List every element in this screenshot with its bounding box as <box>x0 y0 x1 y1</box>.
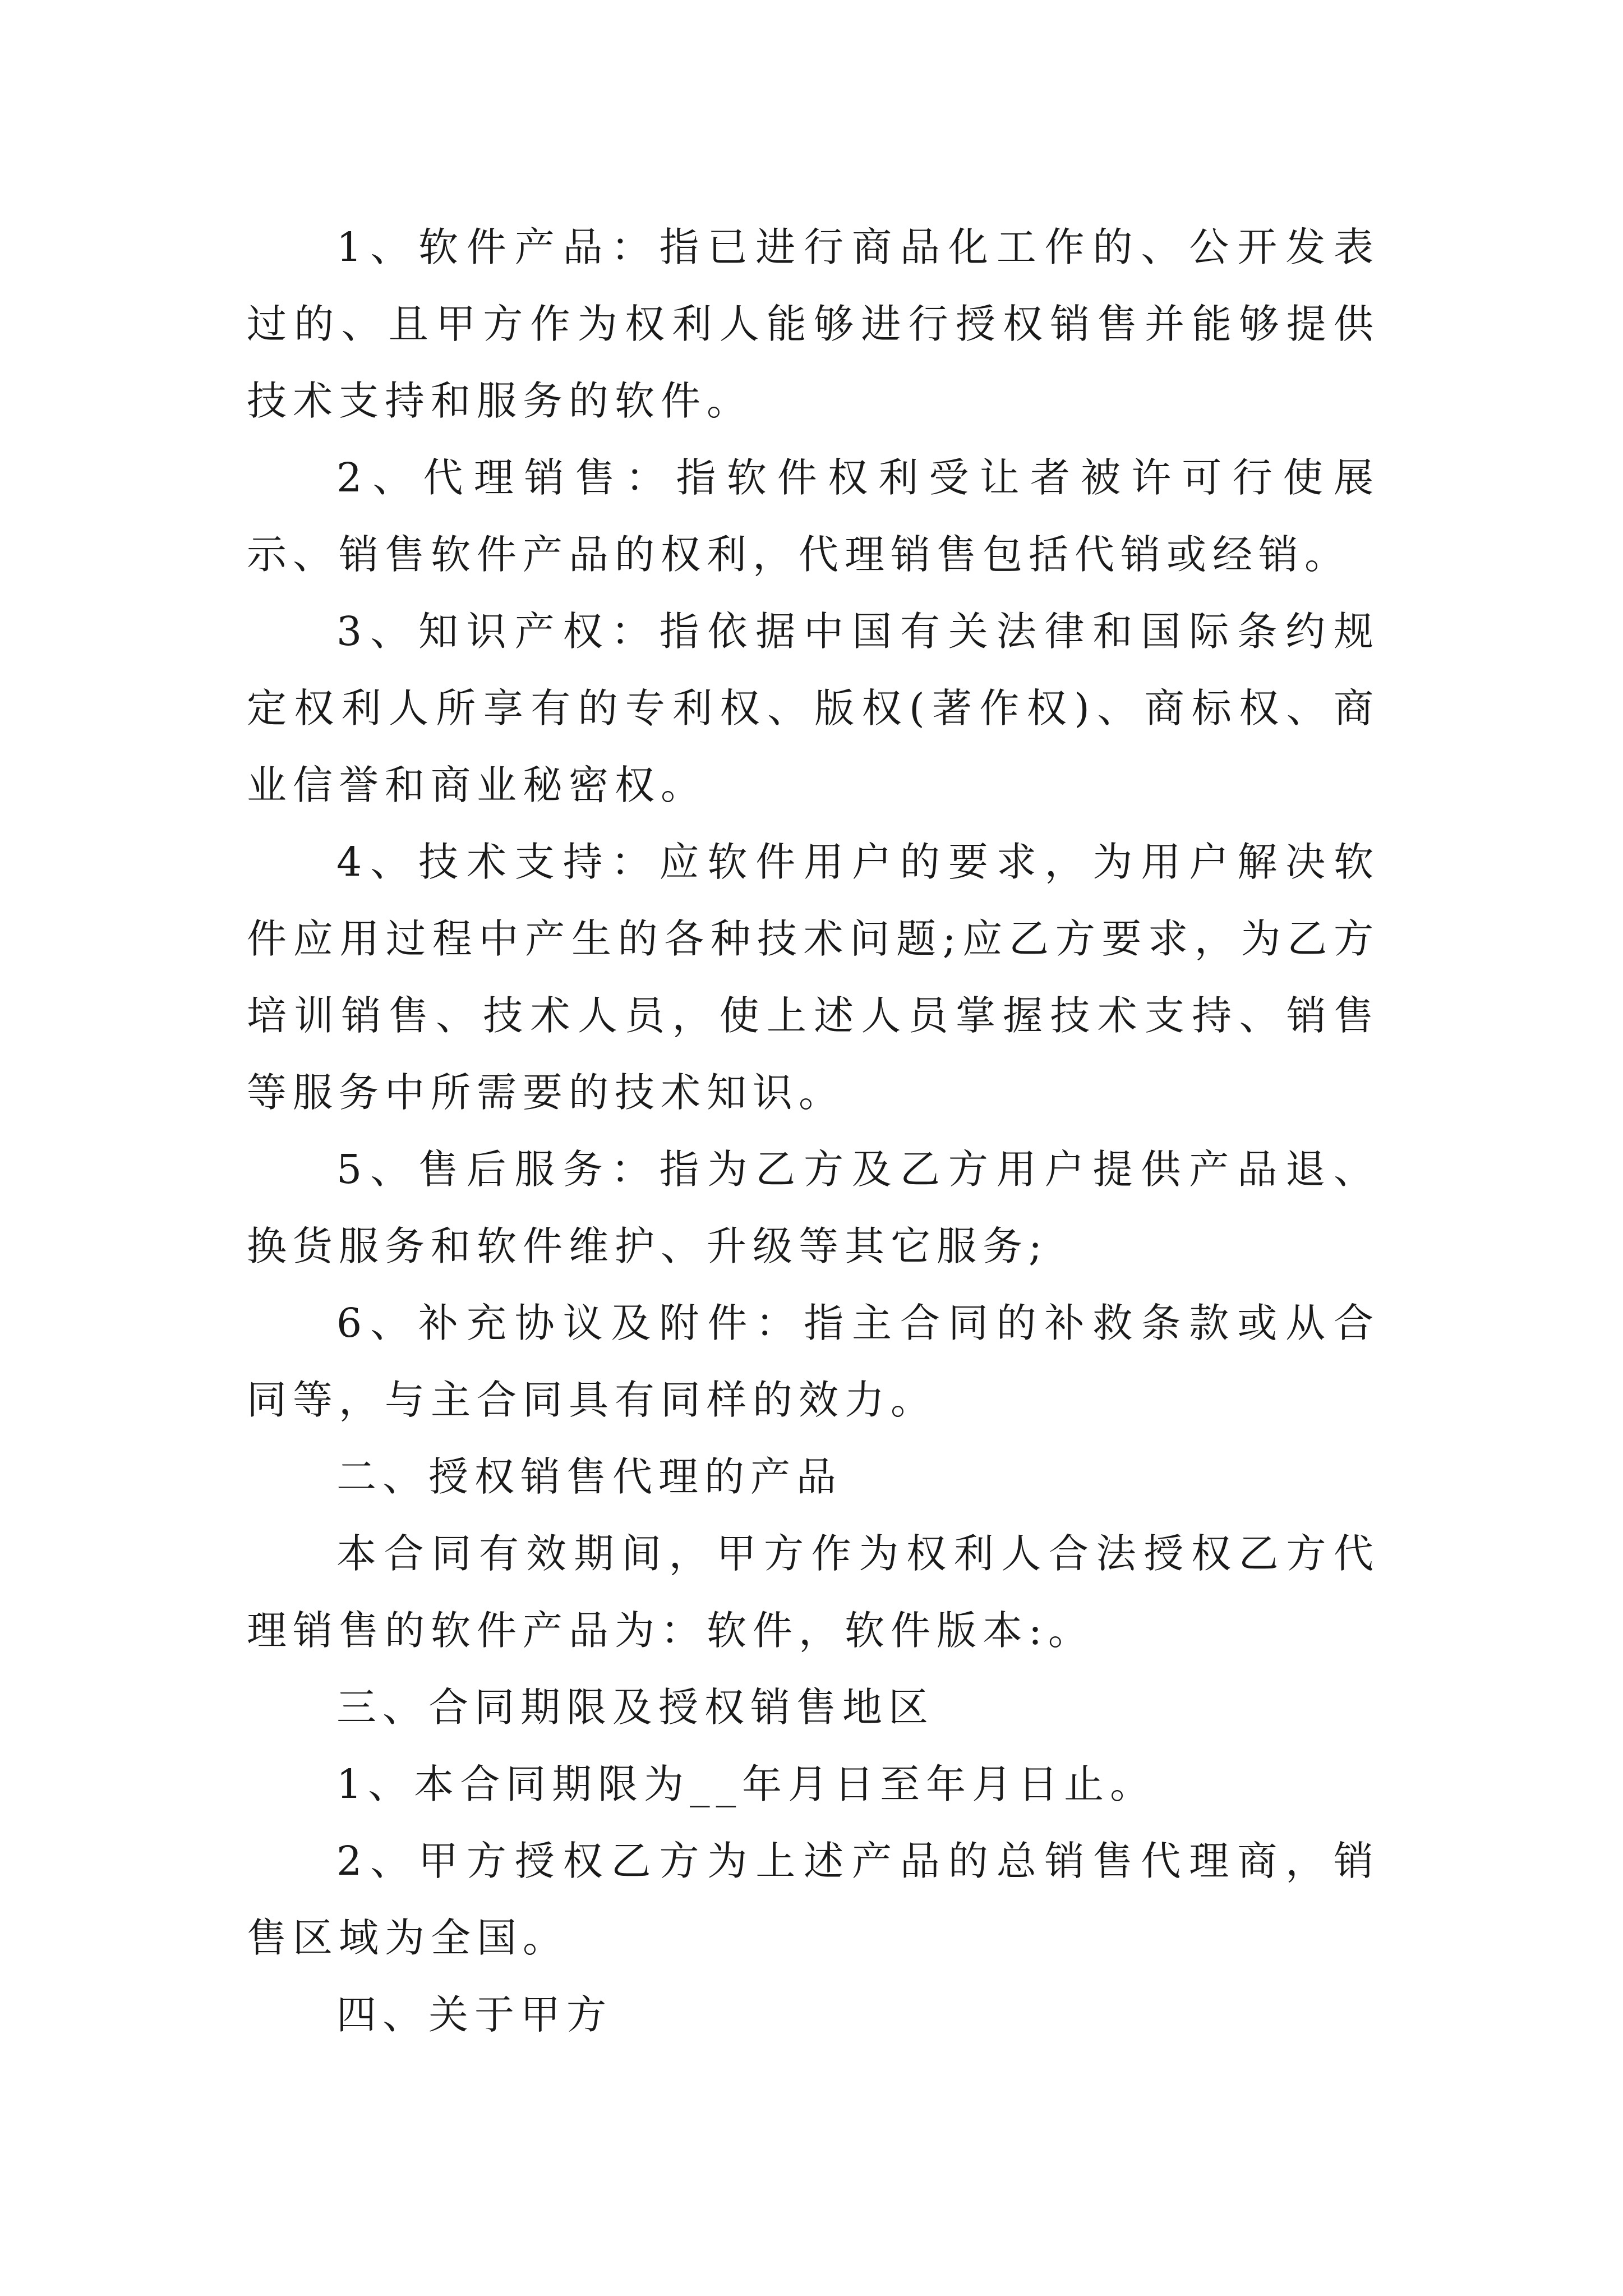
paragraph-definition-after-sales: 5、售后服务：指为乙方及乙方用户提供产品退、换货服务和软件维护、升级等其它服务; <box>247 1146 1380 1269</box>
section-heading-party-a: 四、关于甲方 <box>336 1991 613 2038</box>
paragraph-contract-term: 1、本合同期限为__年月日至年月日止。 <box>336 1761 1156 1807</box>
paragraph-sales-region: 2、甲方授权乙方为上述产品的总销售代理商，销售区域为全国。 <box>247 1838 1380 1961</box>
paragraph-authorized-products: 本合同有效期间，甲方作为权利人合法授权乙方代理销售的软件产品为：软件，软件版本:。 <box>247 1530 1380 1654</box>
paragraph-definition-agency-sales: 2、代理销售：指软件权利受让者被许可行使展示、销售软件产品的权利，代理销售包括代销或经销。 <box>247 454 1380 578</box>
paragraph-definition-supplement: 6、补充协议及附件：指主合同的补救条款或从合同等，与主合同具有同样的效力。 <box>247 1300 1380 1423</box>
paragraph-definition-intellectual-property: 3、知识产权：指依据中国有关法律和国际条约规定权利人所享有的专利权、版权(著作权)、商标权、商业信誉和商业秘密权。 <box>247 608 1380 808</box>
section-heading-products: 二、授权销售代理的产品 <box>336 1453 843 1500</box>
document-body <box>247 209 1380 2053</box>
paragraph-definition-software-product: 1、软件产品：指已进行商品化工作的、公开发表过的、且甲方作为权利人能够进行授权销售并能够提供技术支持和服务的软件。 <box>247 224 1380 424</box>
paragraph-definition-technical-support: 4、技术支持：应软件用户的要求，为用户解决软件应用过程中产生的各种技术问题;应乙方要求，为乙方培训销售、技术人员，使上述人员掌握技术支持、销售等服务中所需要的技术知识。 <box>247 839 1380 1116</box>
section-heading-term-and-region: 三、合同期限及授权销售地区 <box>336 1684 935 1731</box>
